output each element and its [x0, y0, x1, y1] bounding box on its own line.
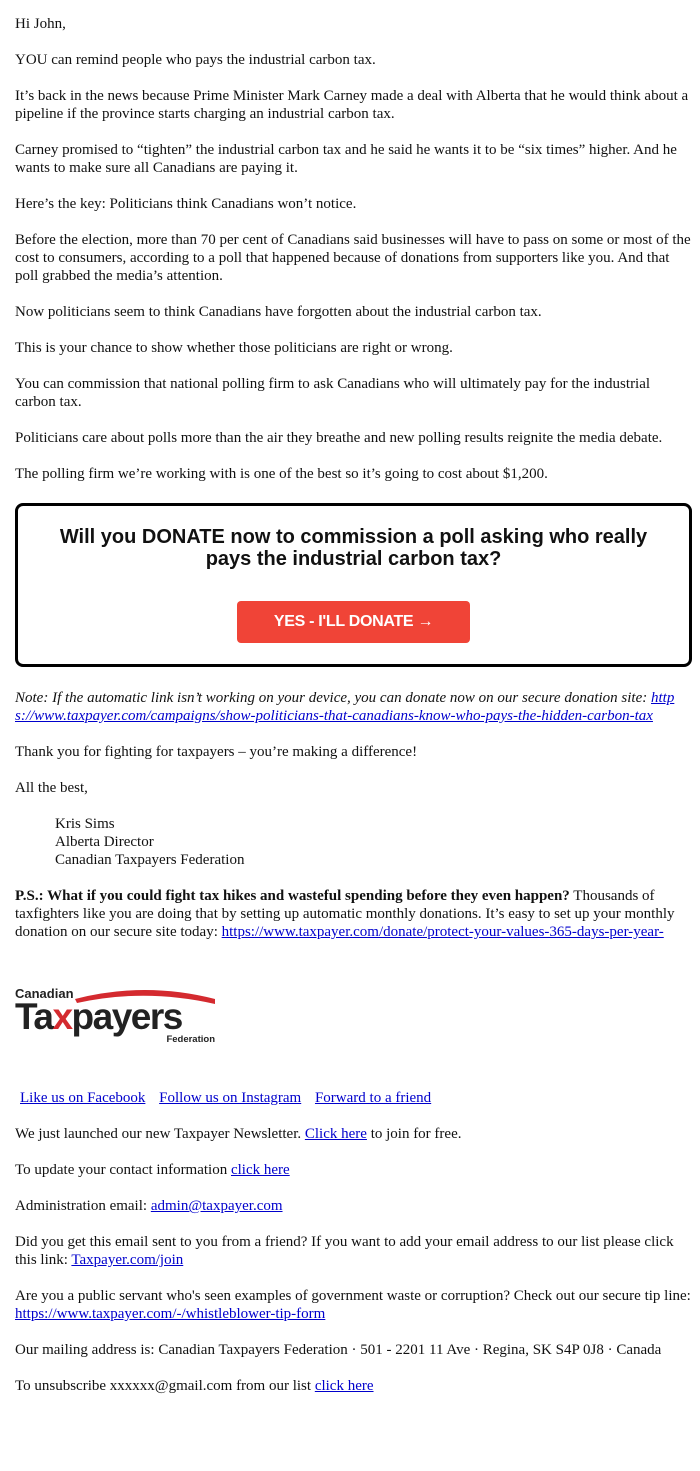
- text: To unsubscribe xxxxxx@gmail.com from our list: [15, 1378, 315, 1394]
- social-links: [15, 1089, 692, 1107]
- heading-text: Will you: [59, 526, 142, 548]
- unsubscribe-text: [15, 1377, 692, 1395]
- signature: [15, 815, 692, 869]
- signature-title: Alberta Director: [55, 834, 154, 850]
- forward-link[interactable]: Forward to a friend: [314, 1090, 432, 1106]
- mailing-address: Our mailing address is: Canadian Taxpayers Federation · 501 - 2201 11 Ave · Regina, SK S4P 0J8 · Canada: [15, 1342, 662, 1358]
- paragraph: It’s back in the news because Prime Minister Mark Carney made a deal with Alberta that he would think about a pipeline if the province starts charging an industrial carbon tax.: [15, 88, 689, 122]
- donate-button[interactable]: YES - I'LL DONATE →: [237, 601, 470, 643]
- join-link[interactable]: Taxpayer.com/join: [71, 1252, 184, 1268]
- admin-email-link[interactable]: admin@taxpayer.com: [150, 1198, 283, 1214]
- paragraph: YOU can remind people who pays the industrial carbon tax.: [15, 52, 376, 68]
- signature-org: Canadian Taxpayers Federation: [55, 852, 245, 868]
- paragraph: Before the election, more than 70 per cent of Canadians said businesses will have to pass on some or most of the cost to consumers, according to a poll that happened because of donations from supporters like you. And that poll grabbed the media’s attention.: [15, 232, 691, 284]
- svg-text:Canadian: Canadian: [15, 986, 74, 1001]
- paragraph: This is your chance to show whether those politicians are right or wrong.: [15, 340, 453, 356]
- join-text: [15, 1233, 692, 1269]
- text: Did you get this email sent to you from a friend? If you want to add your email address to our list please click this link:: [15, 1234, 674, 1268]
- signature-name: Kris Sims: [55, 816, 115, 832]
- closing: All the best,: [15, 780, 88, 796]
- unsubscribe-link[interactable]: click here: [314, 1378, 374, 1394]
- ctf-logo: [15, 985, 692, 1045]
- donate-callout-box: [15, 503, 692, 667]
- tip-line-text: [15, 1287, 692, 1323]
- newsletter-link[interactable]: Click here: [304, 1126, 367, 1142]
- update-contact-link[interactable]: click here: [230, 1162, 290, 1178]
- facebook-link[interactable]: Like us on Facebook: [20, 1090, 146, 1106]
- svg-text:Taxpayers: Taxpayers: [15, 996, 182, 1037]
- heading-text: now to commission a poll asking who really pays the industrial carbon tax?: [205, 526, 648, 570]
- contact-update-text: [15, 1161, 692, 1179]
- tip-line-link[interactable]: https://www.taxpayer.com/-/whistleblower-tip-form: [15, 1306, 326, 1322]
- note-text: Note: If the automatic link isn’t working on your device, you can donate now on our secure donation site:: [15, 690, 651, 706]
- paragraph: Now politicians seem to think Canadians have forgotten about the industrial carbon tax.: [15, 304, 542, 320]
- callout-heading: [38, 526, 669, 570]
- postscript: [15, 887, 692, 941]
- paragraph: Politicians care about polls more than the air they breathe and new polling results reignite the media debate.: [15, 430, 663, 446]
- ps-text: Thousands of taxfighters like you are doing that by setting up automatic monthly donations. It’s easy to set up your monthly donation on our secure site today:: [15, 888, 675, 940]
- text: to join for free.: [366, 1126, 462, 1142]
- newsletter-text: [15, 1125, 692, 1143]
- text: We just launched our new Taxpayer Newsletter.: [15, 1126, 305, 1142]
- donation-link[interactable]: https://www.taxpayer.com/campaigns/show-politicians-that-canadians-know-who-pays-the-hidden-carbon-tax: [15, 690, 675, 724]
- paragraph: You can commission that national polling firm to ask Canadians who will ultimately pay for the industrial carbon tax.: [15, 376, 651, 410]
- text: To update your contact information: [15, 1162, 231, 1178]
- donation-note: [15, 689, 692, 725]
- paragraph: The polling firm we’re working with is one of the best so it’s going to cost about $1,200.: [15, 466, 548, 482]
- text: Are you a public servant who's seen examples of government waste or corruption? Check out our secure tip line:: [15, 1288, 691, 1304]
- heading-emphasis: DONATE: [141, 526, 225, 548]
- paragraph: Carney promised to “tighten” the industrial carbon tax and he said he wants it to be “six times” higher. And he wants to make sure all Canadians are paying it.: [15, 142, 677, 176]
- logo-graphic: [15, 985, 217, 1045]
- ps-label: P.S.: What if you could fight tax hikes and wasteful spending before they even happen?: [15, 888, 570, 904]
- thanks-text: Thank you for fighting for taxpayers – you’re making a difference!: [15, 744, 418, 760]
- text: Administration email:: [15, 1198, 151, 1214]
- svg-text:Federation: Federation: [166, 1034, 215, 1045]
- instagram-link[interactable]: Follow us on Instagram: [159, 1090, 302, 1106]
- greeting: Hi John,: [15, 16, 66, 32]
- paragraph: Here’s the key: Politicians think Canadians won’t notice.: [15, 196, 357, 212]
- admin-email-text: [15, 1197, 692, 1215]
- monthly-donation-link[interactable]: https://www.taxpayer.com/donate/protect-your-values-365-days-per-year-: [221, 924, 664, 940]
